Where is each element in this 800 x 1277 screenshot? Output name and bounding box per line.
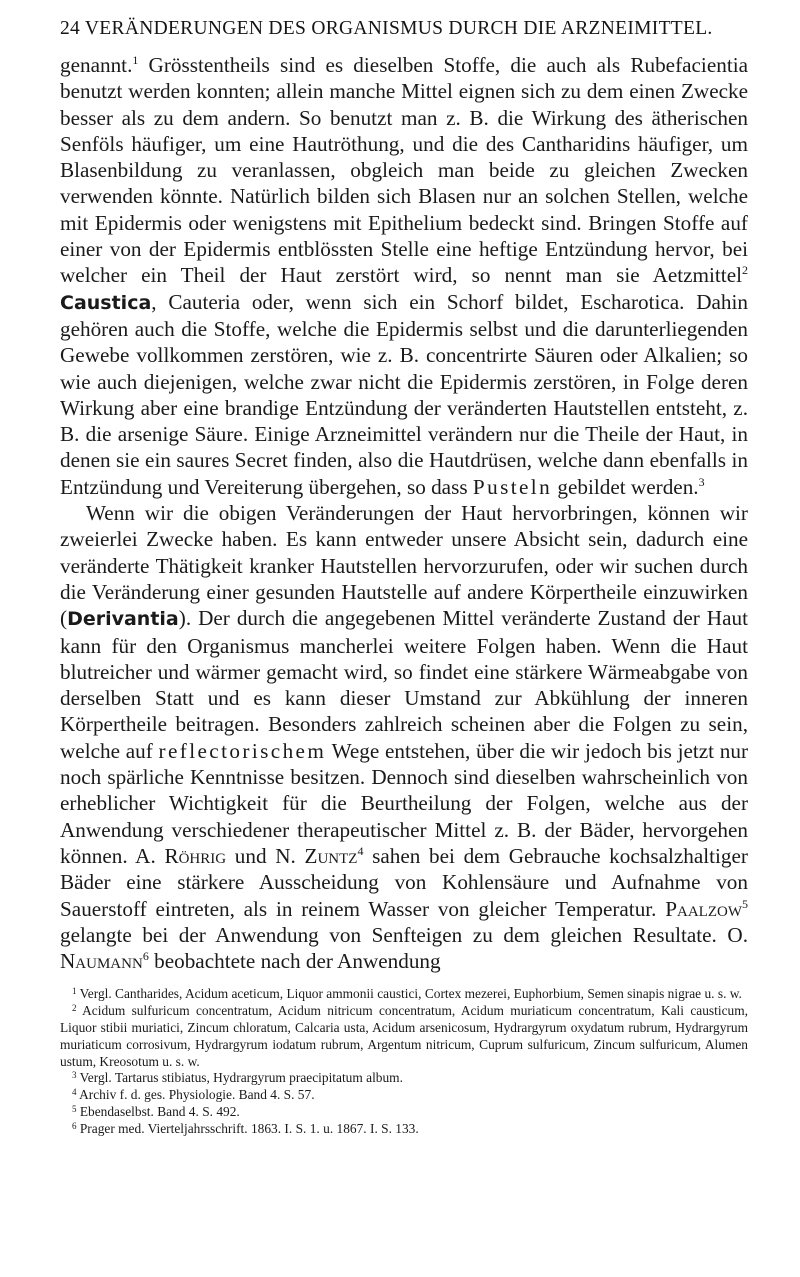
footnote [60, 1003, 748, 1070]
footnotes [60, 986, 748, 1137]
footnote-text: Vergl. Tartarus stibiatus, Hydrargyrum praecipitatum album. [76, 1070, 403, 1086]
text-run: und N. [226, 843, 305, 868]
footnote-ref: 5 [742, 896, 748, 911]
author-roehrig: Röhrig [164, 843, 227, 868]
footnote-ref: 1 [132, 53, 139, 67]
text-run: Wege entstehen, über die wir jedoch bis jetzt nur noch spärliche Kenntnisse besitzen. Dennoch sind dieselben wahrscheinlich von erheblicher Wichtigkeit für die Beurtheilung der Folgen, welche aus der Anwendung verschiedener therapeutischer Mittel z. B. der Bäder, hervorgehen können. A. [60, 738, 748, 868]
footnote [60, 1121, 748, 1138]
footnote-text: Vergl. Cantharides, Acidum aceticum, Liquor ammonii caustici, Cortex mezerei, Euphorbium, Semen sinapis nigrae u. s. w. [76, 986, 742, 1002]
term-reflectorisch: reflectorischem [158, 738, 327, 763]
text-run: Wenn wir die obigen Veränderungen der Haut hervorbringen, können wir zweierlei Zwecke haben. Es kann entweder unsere Absicht sein, dadurch eine veränderte Thätigkeit kranker Hautstellen hervorzurufen, oder wir suchen durch die Veränderung einer gesunden Hautstelle auf andere Körpertheile einzuwirken ( [60, 501, 748, 631]
footnote-ref: 2 [742, 263, 748, 278]
text-run: gebildet werden. [552, 474, 699, 499]
text-run: beobachtete nach der Anwendung [148, 949, 441, 974]
footnote-mark: 3 [72, 1070, 77, 1081]
term-pusteln: Pusteln [472, 474, 553, 499]
footnote-text: Archiv f. d. ges. Physiologie. Band 4. S. 57. [76, 1087, 315, 1103]
main-text [60, 52, 748, 974]
author-naumann: Naumann [60, 949, 143, 974]
paragraph-1 [60, 52, 748, 500]
footnote [60, 1070, 748, 1087]
footnote-text: Acidum sulfuricum concentratum, Acidum nitricum concentratum, Acidum muriaticum concentratum, Kali causticum, Liquor stibii muriatici, Zincum chloratum, Calcaria usta, Acidum arsenicosum, Hydrargyrum oxydatum rubrum, Hydrargyrum muriaticum corrosivum, Hydrargyrum iodatum rubrum, Argentum nitricum, Cuprum sulfuricum, Zincum sulfuricum, Alumen ustum, Kreosotum u. s. w. [60, 1003, 748, 1069]
footnote-ref: 3 [698, 474, 705, 489]
footnote-mark: 1 [72, 986, 77, 997]
footnote-ref: 4 [357, 843, 364, 858]
footnote-mark: 4 [72, 1087, 77, 1098]
footnote-mark: 2 [72, 1003, 77, 1014]
footnote-mark: 6 [72, 1120, 77, 1131]
text-run: gelangte bei der Anwendung von Senfteigen zu dem gleichen Resultate. O. [60, 922, 748, 947]
footnote-text: Ebendaselbst. Band 4. S. 492. [76, 1103, 240, 1119]
footnote [60, 986, 748, 1003]
term-derivantia: Derivantia [67, 608, 179, 631]
text-run: Grösstentheils sind es dieselben Stoffe, die auch als Rubefacientia benutzt werden konnten; allein manche Mittel eignen sich zu dem einen Zwecke besser als zu dem andern. So benutzt man z. B. die Wirkung des ätherischen Senföls häufiger, um eine Hautröthung, und die des Cantharidins häufiger, um Blasenbildung zu veranlassen, obgleich man beide zu gleichen Zwecken verwenden könnte. Natürlich bilden sich Blasen nur an solchen Stellen, welche mit Epidermis oder wenigstens mit Epithelium bedeckt sind. Bringen Stoffe auf einer von der Epidermis entblössten Stelle eine heftige Entzündung hervor, bei welcher ein Theil der Haut zerstört wird, so nennt man sie Aetzmittel [60, 53, 748, 288]
text-run: ). Der durch die angegebenen Mittel veränderte Zustand der Haut kann für den Organismus mancherlei weitere Folgen haben. Wenn die Haut blutreicher und wärmer gemacht wird, so findet eine stärkere Wärmeabgabe von derselben Statt und es kann dieser Umstand zur Abkühlung der inneren Körpertheile beitragen. Besonders zahlreich scheinen aber die Folgen zu sein, welche auf [60, 606, 748, 763]
footnote-ref: 6 [142, 949, 149, 964]
paragraph-2 [60, 500, 748, 974]
text-run: sahen bei dem Gebrauche kochsalzhaltiger Bäder eine stärkere Ausscheidung von Kohlensäure und Aufnahme von Sauerstoff eintreten, als in reinem Wasser von gleicher Temperatur. [60, 843, 748, 921]
running-head: 24 VERÄNDERUNGEN DES ORGANISMUS DURCH DIE ARZNEIMITTEL. [60, 18, 713, 39]
footnote-text: Prager med. Vierteljahrsschrift. 1863. I. S. 1. u. 1867. I. S. 133. [76, 1120, 419, 1136]
text-run: , Cauteria oder, wenn sich ein Schorf bildet, Escharotica. Dahin gehören auch die Stoffe, welche die Epidermis selbst und die darunterliegenden Gewebe vollkommen zerstören, wie z. B. concentrirte Säuren oder Alkalien; so wie auch diejenigen, welche zwar nicht die Epidermis zerstören, in Folge deren Wirkung aber eine brandige Entzündung der veränderten Hautstellen entsteht, z. B. die arsenige Säure. Einige Arzneimittel verändern nur die Theile der Haut, in denen sie ein saures Secret finden, also die Hautdrüsen, welche dann ebenfalls in Entzündung und Vereiterung übergehen, so dass [60, 289, 748, 499]
footnote-mark: 5 [72, 1103, 77, 1114]
footnote [60, 1104, 748, 1121]
term-caustica: Caustica [60, 291, 152, 314]
text-run: genannt. [60, 53, 133, 77]
footnote [60, 1087, 748, 1104]
author-paalzow: Paalzow [665, 896, 742, 921]
author-zuntz: Zuntz [304, 843, 358, 868]
